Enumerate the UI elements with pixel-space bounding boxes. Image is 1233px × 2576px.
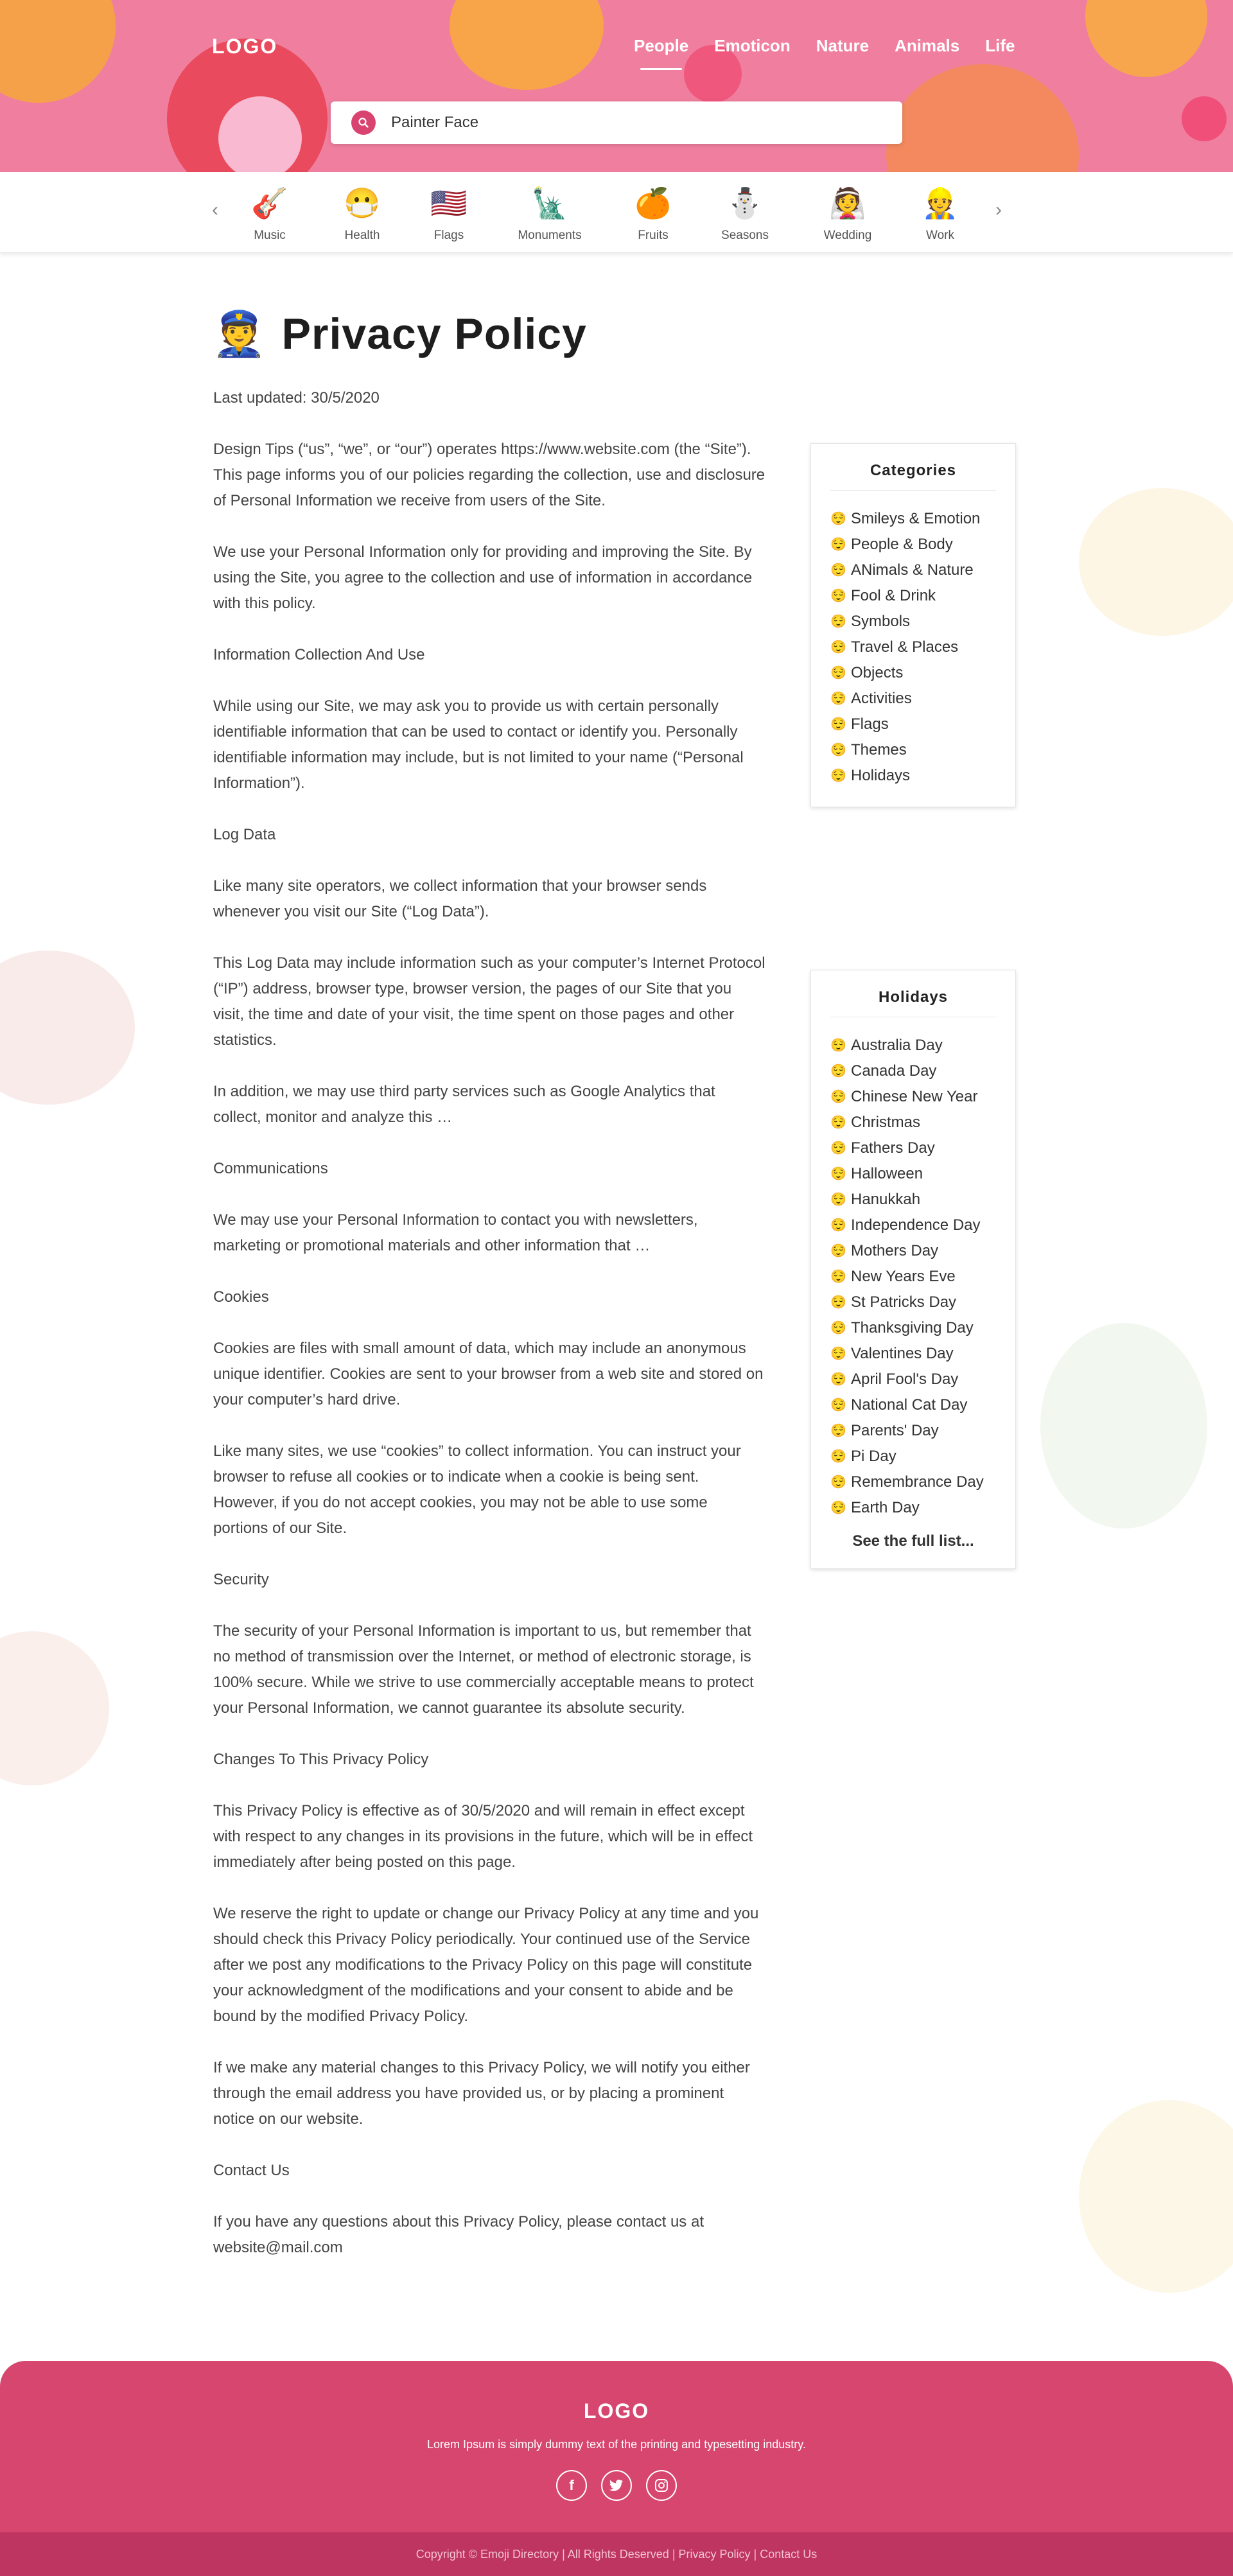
footer-tagline: Lorem Ipsum is simply dummy text of the printing and typesetting industry. (427, 2438, 806, 2451)
nav-emoticon[interactable]: Emoticon (714, 36, 791, 55)
relieved-face-icon: 😌 (830, 666, 846, 680)
policy-paragraph: This Privacy Policy is effective as of 30/5/2020 and will remain in effect except with respect to any changes in its provisions in the future, which will be in effect immediately after being posted on this page. (213, 1802, 753, 1871)
policy-paragraph: The security of your Personal Information is important to us, but remember that no method of transmission over the Internet, or method of electronic storage, is 100% secure. While we strive to use commercially acceptable means to protect your Personal Information, we cannot guarantee its absolute security. (213, 1622, 754, 1717)
category-item[interactable] (830, 737, 996, 763)
policy-paragraph: Design Tips (“us”, “we”, or “our”) operates https://www.website.com (the “Site”). This page informs you of our policies regarding the collection, use and disclosure of Personal Information we receive from users of the Site. (213, 441, 765, 509)
policy-paragraph: In addition, we may use third party services such as Google Analytics that collect, monitor and analyze this … (213, 1083, 715, 1126)
holiday-item-label: Parents' Day (851, 1422, 939, 1439)
holiday-item[interactable] (830, 1341, 996, 1367)
category-item-label: Flags (851, 715, 889, 733)
holiday-item[interactable] (830, 1161, 996, 1187)
card-title: Categories (830, 462, 996, 491)
nav-nature[interactable]: Nature (816, 36, 870, 55)
relieved-face-icon: 😌 (830, 743, 846, 757)
strip-item-label: Monuments (518, 229, 582, 242)
strip-item-monuments[interactable] (511, 185, 588, 243)
section-heading: Log Data (213, 826, 276, 843)
strip-item-seasons[interactable] (706, 185, 783, 243)
policy-paragraph: Like many site operators, we collect information that your browser sends whenever you visit our Site (“Log Data”). (213, 877, 707, 920)
holidays-list (830, 1033, 996, 1521)
holiday-item[interactable] (830, 1418, 996, 1444)
category-strip (0, 172, 1233, 253)
police-officer-icon: 👮 (212, 310, 267, 358)
footer-logo[interactable]: LOGO (583, 2399, 650, 2423)
relieved-face-icon: 😌 (830, 1141, 846, 1155)
holiday-item[interactable] (830, 1392, 996, 1418)
relieved-face-icon: 😌 (830, 512, 846, 526)
snowman-icon: ⛄ (726, 186, 764, 220)
strip-item-flags[interactable] (410, 185, 487, 243)
emoji-decoration (0, 0, 116, 103)
policy-paragraph: If we make any material changes to this Privacy Policy, we will notify you either through the email address you have provided us, or by placing a prominent notice on our website. (213, 2059, 750, 2128)
category-item-label: Fool & Drink (851, 587, 936, 604)
holidays-card (810, 970, 1016, 1569)
policy-paragraph: While using our Site, we may ask you to provide us with certain personally identifiable information that can be used to contact or identify you. Personally identifiable information may include, but is not limited to your name (“Personal Information”). (213, 697, 744, 792)
category-item-label: Smileys & Emotion (851, 510, 981, 527)
orange-icon: 🍊 (634, 186, 672, 220)
holiday-item-label: Mothers Day (851, 1242, 939, 1259)
heart-decoration (218, 96, 302, 172)
policy-paragraph: We may use your Personal Information to contact you with newsletters, marketing or promotional materials and other information that … (213, 1211, 698, 1254)
relieved-face-icon: 😌 (830, 1295, 846, 1310)
holiday-item[interactable] (830, 1033, 996, 1058)
holiday-item[interactable] (830, 1469, 996, 1495)
social-links (556, 2470, 677, 2501)
strip-item-label: Music (254, 229, 286, 242)
policy-paragraph: This Log Data may include information such as your computer’s Internet Protocol (“IP”) address, browser type, browser version, the pages of our Site that you visit, the time and date of your visit, the time spent on those pages and other statistics. (213, 954, 765, 1049)
copyright: Copyright © Emoji Directory | All Rights Deserved | Privacy Policy | Contact Us (0, 2532, 1233, 2576)
section-heading: Cookies (213, 1288, 269, 1306)
card-title: Holidays (830, 988, 996, 1017)
worker-icon: 👷 (922, 186, 959, 220)
relieved-face-icon: 😌 (830, 563, 846, 577)
site-header (0, 0, 1233, 172)
nav-people[interactable]: People (634, 36, 689, 55)
holiday-item-label: National Cat Day (851, 1396, 968, 1414)
search-icon[interactable] (351, 110, 376, 135)
chevron-left-icon[interactable]: ‹ (212, 199, 218, 220)
strip-item-label: Work (926, 229, 954, 242)
holiday-item-label: Earth Day (851, 1499, 920, 1516)
holiday-item-label: Fathers Day (851, 1139, 935, 1157)
nav-animals[interactable]: Animals (895, 36, 960, 55)
category-item-label: Holidays (851, 767, 911, 784)
emoji-decoration (886, 64, 1079, 172)
section-heading: Changes To This Privacy Policy (213, 1751, 429, 1768)
holiday-item-label: Halloween (851, 1165, 923, 1182)
relieved-face-icon: 😌 (830, 1218, 846, 1232)
category-item[interactable] (830, 557, 996, 583)
holiday-item-label: April Fool's Day (851, 1371, 959, 1388)
relieved-face-icon: 😌 (830, 640, 846, 654)
relieved-face-icon: 😌 (830, 1424, 846, 1438)
category-item-label: Objects (851, 664, 904, 681)
holiday-item[interactable] (830, 1187, 996, 1213)
relieved-face-icon: 😌 (830, 1270, 846, 1284)
relieved-face-icon: 😌 (830, 1244, 846, 1258)
instagram-icon[interactable] (646, 2470, 677, 2501)
category-item-label: Activities (851, 690, 912, 707)
heart-decoration (1182, 96, 1227, 141)
strip-item-label: Health (344, 229, 380, 242)
twitter-icon[interactable] (601, 2470, 632, 2501)
holiday-item[interactable] (830, 1058, 996, 1084)
category-item-label: Travel & Places (851, 638, 959, 656)
category-item[interactable] (830, 712, 996, 737)
relieved-face-icon: 😌 (830, 692, 846, 706)
mushroom-decoration (0, 951, 135, 1105)
policy-paragraph: We use your Personal Information only for providing and improving the Site. By using the Site, you agree to the collection and use of information in accordance with this policy. (213, 543, 753, 612)
us-flag-icon: 🇺🇸 (430, 186, 468, 220)
category-item[interactable] (830, 686, 996, 712)
holiday-item[interactable] (830, 1367, 996, 1392)
holiday-item[interactable] (830, 1444, 996, 1469)
emoji-decoration (450, 0, 604, 90)
monument-icon: 🗽 (531, 186, 568, 220)
strip-item-wedding[interactable] (809, 185, 886, 243)
category-item[interactable] (830, 532, 996, 557)
nav-life[interactable]: Life (985, 36, 1015, 55)
search-input[interactable] (391, 114, 879, 132)
holiday-item[interactable] (830, 1315, 996, 1341)
holiday-item[interactable] (830, 1084, 996, 1110)
policy-content (213, 385, 765, 2286)
categories-card (810, 443, 1016, 807)
page-title: Privacy Policy (281, 310, 587, 358)
search-bar (331, 101, 902, 144)
policy-paragraph: We reserve the right to update or change our Privacy Policy at any time and you should check this Privacy Policy periodically. Your continued use of the Service after we post any modifications to the Privacy Policy on this page will constitute your acknowledgment of the modifications and your consent to abide and be bound by the modified Privacy Policy. (213, 1905, 759, 2025)
categories-list (830, 506, 996, 789)
relieved-face-icon: 😌 (830, 1398, 846, 1412)
relieved-face-icon: 😌 (830, 1372, 846, 1387)
strip-item-fruits[interactable] (615, 185, 692, 243)
strip-item-work[interactable] (902, 185, 979, 243)
see-full-list-link[interactable]: See the full list... (852, 1532, 974, 1550)
relieved-face-icon: 😌 (830, 769, 846, 783)
relieved-face-icon: 😌 (830, 1501, 846, 1515)
holiday-item[interactable] (830, 1264, 996, 1290)
holiday-item[interactable] (830, 1290, 996, 1315)
relieved-face-icon: 😌 (830, 1450, 846, 1464)
holiday-item-label: Hanukkah (851, 1191, 921, 1208)
holiday-item-label: Thanksgiving Day (851, 1319, 974, 1336)
relieved-face-icon: 😌 (830, 538, 846, 552)
holiday-item-label: Christmas (851, 1114, 921, 1131)
last-updated: Last updated: 30/5/2020 (213, 389, 380, 407)
category-item-label: People & Body (851, 536, 953, 553)
strip-item-label: Seasons (721, 229, 769, 242)
relieved-face-icon: 😌 (830, 1193, 846, 1207)
category-item[interactable] (830, 763, 996, 789)
logo[interactable]: LOGO (212, 35, 278, 58)
holiday-item[interactable] (830, 1238, 996, 1264)
category-item-label: ANimals & Nature (851, 561, 974, 579)
strip-item-label: Fruits (638, 229, 669, 242)
relieved-face-icon: 😌 (830, 1475, 846, 1489)
relieved-face-icon: 😌 (830, 1038, 846, 1053)
holiday-item-label: Independence Day (851, 1216, 981, 1234)
category-item[interactable] (830, 635, 996, 660)
section-heading: Contact Us (213, 2162, 290, 2179)
category-item-label: Themes (851, 741, 907, 758)
mask-face-icon: 😷 (344, 186, 381, 220)
holiday-item-label: Remembrance Day (851, 1473, 984, 1491)
category-item[interactable] (830, 583, 996, 609)
holiday-item[interactable] (830, 1110, 996, 1135)
strip-item-label: Flags (433, 229, 464, 242)
facebook-icon[interactable]: f (556, 2470, 587, 2501)
category-item-label: Symbols (851, 613, 911, 630)
relieved-face-icon: 😌 (830, 1116, 846, 1130)
site-footer (0, 2361, 1233, 2576)
relieved-face-icon: 😌 (830, 615, 846, 629)
bride-icon: 👰 (829, 186, 866, 220)
relieved-face-icon: 😌 (830, 1347, 846, 1361)
policy-paragraph: If you have any questions about this Privacy Policy, please contact us at website@mail.com (213, 2213, 704, 2256)
heart-eyes-emoji-decoration (1085, 0, 1207, 77)
page-heading (212, 308, 587, 360)
section-heading: Security (213, 1571, 269, 1588)
relieved-face-icon: 😌 (830, 1090, 846, 1104)
strip-item-music[interactable] (231, 185, 308, 243)
section-heading: Information Collection And Use (213, 646, 425, 663)
holiday-item-label: Valentines Day (851, 1345, 954, 1362)
category-item[interactable] (830, 506, 996, 532)
relieved-face-icon: 😌 (830, 589, 846, 603)
relieved-face-icon: 😌 (830, 1167, 846, 1181)
dinosaur-decoration (1040, 1323, 1207, 1529)
relieved-face-icon: 😌 (830, 1064, 846, 1078)
category-item[interactable] (830, 609, 996, 635)
chevron-right-icon[interactable]: › (995, 199, 1002, 220)
holiday-item-label: New Years Eve (851, 1268, 956, 1285)
section-heading: Communications (213, 1160, 328, 1177)
holiday-item[interactable] (830, 1135, 996, 1161)
holiday-item-label: Australia Day (851, 1037, 943, 1054)
relieved-face-icon: 😌 (830, 717, 846, 732)
relieved-face-icon: 😌 (830, 1321, 846, 1335)
guitar-icon: 🎸 (251, 186, 288, 220)
strip-item-health[interactable] (324, 185, 401, 243)
party-emoji-decoration (1079, 2100, 1233, 2293)
main-nav (634, 36, 1015, 56)
chick-decoration (1079, 488, 1233, 636)
holiday-item-label: Pi Day (851, 1448, 896, 1465)
holiday-item-label: Canada Day (851, 1062, 937, 1080)
donut-decoration (0, 1631, 109, 1785)
holiday-item[interactable] (830, 1213, 996, 1238)
category-item[interactable] (830, 660, 996, 686)
strip-item-label: Wedding (823, 229, 872, 242)
policy-paragraph: Cookies are files with small amount of data, which may include an anonymous unique identifier. Cookies are sent to your browser from a web site and stored on your computer’s hard drive. (213, 1340, 764, 1408)
holiday-item-label: Chinese New Year (851, 1088, 978, 1105)
policy-paragraph: Like many sites, we use “cookies” to collect information. You can instruct your browser to refuse all cookies or to indicate when a cookie is being sent. However, if you do not accept cookies, you may not be able to use some portions of our Site. (213, 1442, 741, 1537)
holiday-item-label: St Patricks Day (851, 1293, 957, 1311)
holiday-item[interactable] (830, 1495, 996, 1521)
